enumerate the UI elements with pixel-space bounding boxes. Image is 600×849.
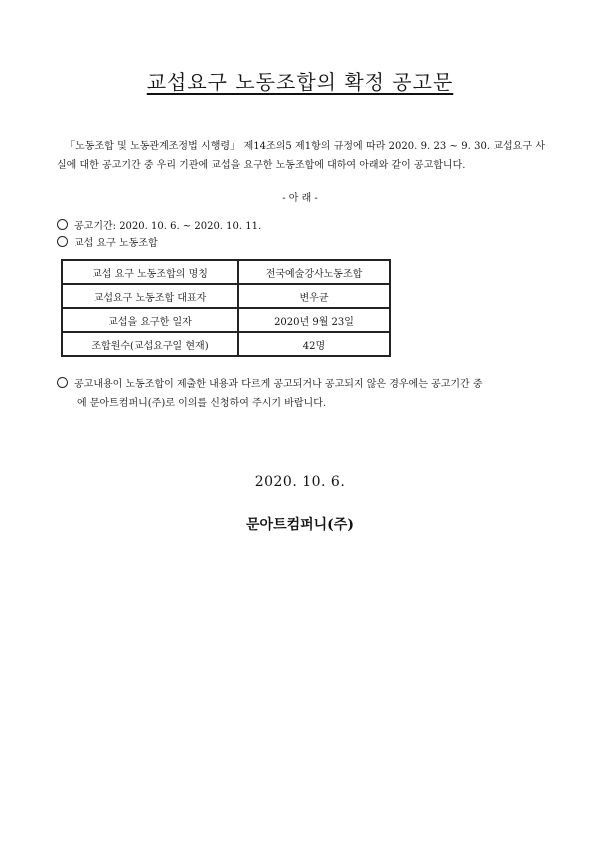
table-row <box>62 332 390 356</box>
intro-paragraph: 「노동조합 및 노동관계조정법 시행령」 제14조의5 제1항의 규정에 따라 2020. 9. 23 ~ 9. 30. 교섭요구 사실에 대한 공고기간 중 우리 기관에 교섭을 요구한 노동조합에 대하여 아래와 같이 공고합니다. <box>57 141 545 171</box>
union-heading-item <box>57 234 158 253</box>
circle-bullet-icon <box>57 236 68 247</box>
table-row <box>62 308 390 332</box>
table-row <box>62 284 390 308</box>
table-value-cell: 변우균 <box>238 284 390 308</box>
table-label-cell: 교섭요구 노동조합 대표자 <box>62 284 238 308</box>
objection-notice <box>57 375 557 413</box>
document-title: 교섭요구 노동조합의 확정 공고문 <box>146 70 454 94</box>
table-label-cell: 교섭을 요구한 일자 <box>62 308 238 332</box>
table-row <box>62 260 390 284</box>
table-value-cell: 전국예술강사노동조합 <box>238 260 390 284</box>
circle-bullet-icon <box>57 377 68 388</box>
document-title-block <box>0 66 600 95</box>
notice-line-1 <box>57 375 557 394</box>
notice-line-2: 에 문아트컴퍼니(주)로 이의를 신청하여 주시기 바랍니다. <box>77 398 327 409</box>
company-name: 문아트컴퍼니(주) <box>246 517 354 533</box>
union-info-table <box>61 259 391 357</box>
period-text: 공고기간: 2020. 10. 6. ~ 2020. 10. 11. <box>74 221 262 232</box>
section-subhead: - 아 래 - <box>282 193 318 204</box>
union-heading-text: 교섭 요구 노동조합 <box>74 238 158 249</box>
circle-bullet-icon <box>57 219 68 230</box>
table-value-cell: 42명 <box>238 332 390 356</box>
table-label-cell: 교섭 요구 노동조합의 명칭 <box>62 260 238 284</box>
notice-text-1: 공고내용이 노동조합이 제출한 내용과 다르게 공고되거나 공고되지 않은 경우에는 공고기간 중 <box>74 379 483 390</box>
table-value-cell: 2020년 9월 23일 <box>238 308 390 332</box>
notice-date: 2020. 10. 6. <box>254 474 346 490</box>
table-label-cell: 조합원수(교섭요구일 현재) <box>62 332 238 356</box>
